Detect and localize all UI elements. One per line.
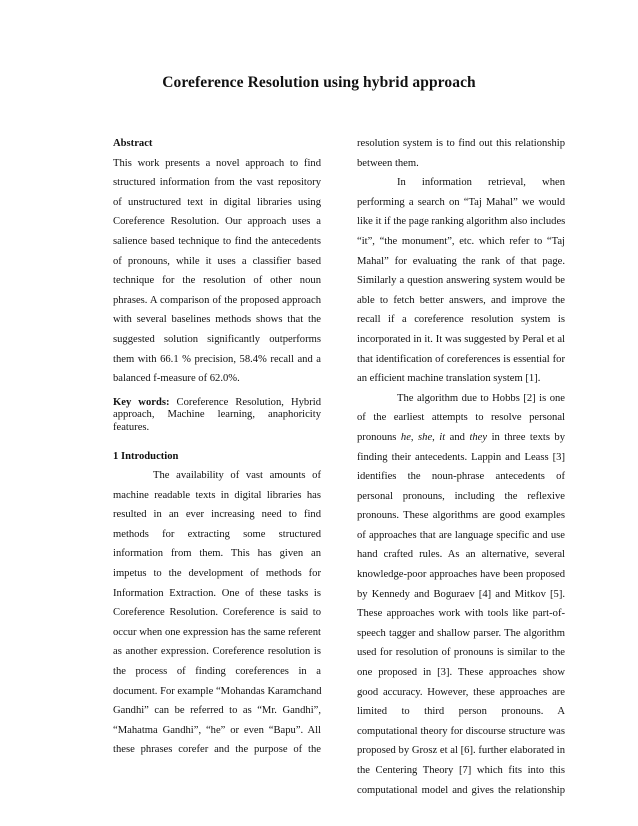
keywords-label: Key words:: [113, 396, 170, 408]
body-line: knowledge-poor approaches have been proposed: [357, 569, 565, 581]
body-line: able to fetch better answers, and improve the: [357, 294, 565, 306]
abstract-line: suggested solution significantly outperforms: [113, 333, 321, 345]
body-line: by Kennedy and Boguraev [4] and Mitkov [5].: [357, 588, 565, 600]
pronoun-she: she: [418, 431, 433, 443]
left-column: [113, 134, 321, 760]
body-line: hand crafted rules. As an alternative, several: [357, 549, 565, 561]
intro-line: The availability of vast amounts of: [153, 470, 321, 482]
body-line: that identification of coreferences is essential for: [357, 353, 565, 365]
body-line: “it”, “the monument”, etc. which refer to “Taj: [357, 235, 565, 247]
body-line: computational model and gives the relationship: [357, 784, 565, 796]
intro-line: impetus to the development of methods for: [113, 568, 321, 580]
pronoun-he: he: [400, 431, 411, 443]
body-line: Mahal” for evaluating the rank of that page.: [357, 255, 565, 267]
body-line: proposed by Grosz et al [6]. further elaborated in: [357, 745, 565, 757]
abstract-line: Coreference Resolution. Our approach uses a: [113, 216, 321, 228]
body-line: speech tagger and shallow parser. The algorithm: [357, 627, 565, 639]
pronoun-they: they: [469, 431, 488, 443]
keywords-text: Coreference Resolution, Hybrid: [169, 396, 321, 408]
pronoun-sep: ,: [410, 431, 419, 443]
intro-line: occur when one expression has the same referent: [113, 626, 321, 638]
intro-line: Gandhi” can be referred to as “Mr. Gandhi”,: [113, 705, 321, 717]
abstract-line: salience based technique to find the antecedents: [113, 235, 321, 247]
pronoun-line-pre: pronouns: [357, 431, 401, 443]
keywords-block: [113, 397, 321, 435]
abstract-line: with several baselines methods shows that the: [113, 314, 321, 326]
body-line: pronouns. These algorithms are good examples: [357, 510, 565, 522]
intro-line: document. For example “Mohandas Karamchand: [113, 685, 322, 697]
pronoun-line: [357, 428, 565, 448]
body-line: one proposed in [3]. These approaches show: [357, 667, 565, 679]
abstract-line: them with 66.1 % precision, 58.4% recall and a: [113, 353, 321, 365]
body-line: The algorithm due to Hobbs [2] is one: [397, 392, 565, 404]
body-line: limited to third person pronouns. A: [357, 706, 565, 718]
intro-line: as another expression. Coreference resolution is: [113, 646, 321, 658]
body-line: personal pronouns, including the reflexive: [357, 490, 565, 502]
body-line: resolution system is to find out this relationship: [357, 138, 565, 149]
introduction-heading: 1 Introduction: [113, 450, 179, 462]
abstract-line: balanced f-measure of 62.0%.: [113, 373, 240, 385]
abstract-line: of unstructured text in digital libraries using: [113, 196, 321, 208]
abstract-line: of pronouns, while it uses a classifier based: [113, 255, 321, 267]
pronoun-line-post: in three texts by: [487, 431, 566, 443]
body-line: of the earliest attempts to resolve personal: [357, 412, 565, 424]
intro-line: Information Extraction. One of these tasks is: [113, 587, 321, 599]
abstract-line: structured information from the vast repository: [113, 177, 321, 189]
intro-line: these phrases corefer and the purpose of the: [113, 744, 321, 756]
body-line: used for resolution of pronouns is similar to the: [357, 647, 565, 659]
body-line: of approaches that are language specific and use: [357, 529, 565, 541]
keywords-line: features.: [113, 421, 150, 433]
body-line: performing a search on “Taj Mahal” we would: [357, 196, 565, 208]
body-line: These approaches work with tools like part-of-: [357, 608, 565, 620]
keywords-line: approach, Machine learning, anaphoricity: [113, 409, 321, 421]
abstract-line: phrases. A comparison of the proposed approach: [113, 294, 321, 306]
body-line: good accuracy. However, these approaches are: [357, 686, 565, 698]
body-line: identifies the noun-phrase antecedents of: [357, 471, 565, 483]
pronoun-it: it: [439, 431, 446, 443]
intro-line: “Mahatma Gandhi”, “he” or even “Bapu”. All: [113, 724, 321, 736]
intro-line: methods for extracting some structured: [113, 528, 321, 540]
pronoun-sep: ,: [432, 431, 440, 443]
intro-line: the process of finding coreferences in a: [113, 666, 321, 678]
keywords-line: [113, 397, 321, 410]
intro-line: Coreference Resolution. Coreference is said to: [113, 607, 321, 619]
intro-line: information from them. This has given an: [113, 548, 321, 560]
right-column: [357, 134, 565, 800]
abstract-line: This work presents a novel approach to find: [113, 157, 321, 169]
abstract-line: technique for the resolution of other noun: [113, 275, 321, 287]
body-line: between them.: [357, 157, 419, 169]
paper-title: Coreference Resolution using hybrid approach: [162, 74, 476, 91]
body-line: Similarly a question answering system would be: [357, 275, 565, 287]
intro-line: resulted in an ever increasing need to find: [113, 509, 321, 521]
body-line: In information retrieval, when: [397, 177, 565, 189]
intro-line: machine readable texts in digital libraries has: [113, 489, 321, 501]
abstract-heading: Abstract: [113, 138, 153, 149]
body-line: like it if the page ranking algorithm also includes: [357, 216, 566, 228]
body-line: an efficient machine translation system [1].: [357, 373, 541, 385]
pronoun-line-mid: and: [445, 431, 470, 443]
body-line: finding their antecedents. Lappin and Leass [3]: [357, 451, 565, 463]
body-line: the Centering Theory [7] which fits into this: [357, 765, 565, 776]
body-line: incorporated in it. It was suggested by Peral et al: [357, 333, 565, 345]
body-line: recall if a coreference resolution system is: [357, 314, 565, 326]
body-line: computational theory for discourse structure was: [357, 725, 565, 737]
